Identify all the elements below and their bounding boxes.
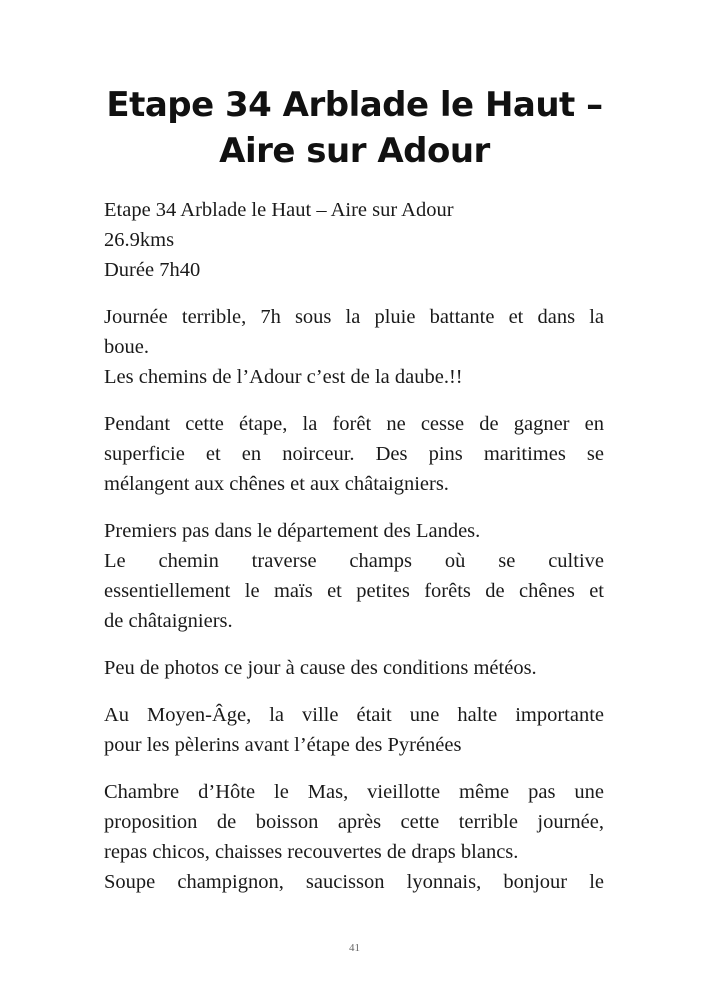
paragraph-line: Pendant cette étape, la forêt ne cesse de gagner en: [104, 413, 604, 435]
paragraph-weather: [104, 302, 604, 392]
paragraph-photos: [104, 653, 604, 683]
body-text: [104, 195, 604, 914]
paragraph-line: de châtaigniers.: [104, 610, 233, 632]
paragraph-line: proposition de boisson après cette terrible journée,: [104, 811, 604, 833]
paragraph-line: repas chicos, chaisses recouvertes de draps blancs.: [104, 841, 519, 863]
intro-duration: Durée 7h40: [104, 259, 201, 281]
paragraph-line: essentiellement le maïs et petites forêts de chênes et: [104, 580, 604, 602]
page-title-line-1: Etape 34 Arblade le Haut –: [106, 85, 603, 125]
paragraph-line: boue.: [104, 336, 149, 358]
intro-distance: 26.9kms: [104, 229, 175, 251]
page-title: [0, 82, 709, 174]
paragraph-line: pour les pèlerins avant l’étape des Pyrénées: [104, 734, 462, 756]
paragraph-forest: [104, 409, 604, 499]
paragraph-line: Peu de photos ce jour à cause des conditions météos.: [104, 657, 537, 679]
paragraph-chambre-hote: [104, 777, 604, 897]
paragraph-line: Les chemins de l’Adour c’est de la daube.!!: [104, 366, 463, 388]
intro-heading: Etape 34 Arblade le Haut – Aire sur Adour: [104, 199, 454, 221]
page-title-line-2: Aire sur Adour: [219, 131, 490, 171]
paragraph-moyen-age: [104, 700, 604, 760]
paragraph-landes: [104, 516, 604, 636]
paragraph-line: superficie et en noirceur. Des pins maritimes se: [104, 443, 604, 465]
paragraph-line: Au Moyen-Âge, la ville était une halte importante: [104, 704, 604, 726]
page-number: 41: [349, 942, 360, 954]
paragraph-line: Chambre d’Hôte le Mas, vieillotte même pas une: [104, 781, 604, 803]
paragraph-line: Le chemin traverse champs où se cultive: [104, 550, 604, 572]
paragraph-line: mélangent aux chênes et aux châtaigniers.: [104, 473, 449, 495]
paragraph-line: Journée terrible, 7h sous la pluie battante et dans la: [104, 306, 604, 328]
paragraph-line: Premiers pas dans le département des Landes.: [104, 520, 481, 542]
paragraph-line: Soupe champignon, saucisson lyonnais, bonjour le: [104, 871, 604, 893]
intro-block: [104, 195, 604, 285]
